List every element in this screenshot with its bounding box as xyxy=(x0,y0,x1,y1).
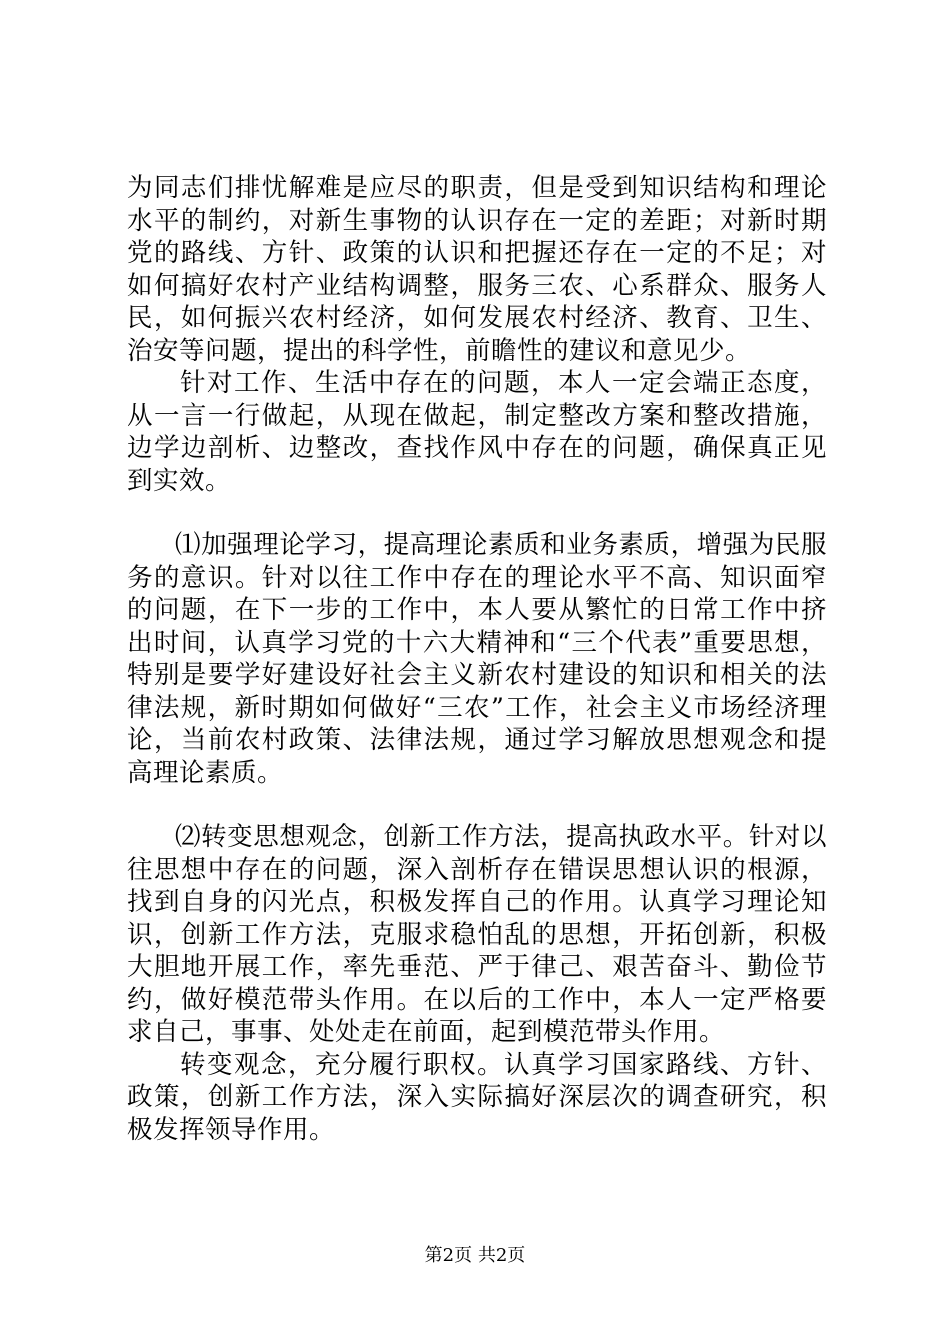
paragraph-item-2-change-thinking: ⑵转变思想观念，创新工作方法，提高执政水平。针对以往思想中存在的问题，深入剖析存在错误思想认识的根源，找到自身的闪光点，积极发挥自己的作用。认真学习理论知识，创新工作方法，克服求稳怕乱的思想，开拓创新，积极大胆地开展工作，率先垂范、严于律己、艰苦奋斗、勤俭节约，做好模范带头作用。在以后的工作中，本人一定严格要求自己，事事、处处走在前面，起到模范带头作用。 xyxy=(127,822,827,1047)
paragraph-rectification-intro: 针对工作、生活中存在的问题，本人一定会端正态度，从一言一行做起，从现在做起，制定整改方案和整改措施，边学边剖析、边整改，查找作风中存在的问题，确保真正见到实效。 xyxy=(127,368,827,496)
document-body xyxy=(127,172,827,1146)
paragraph-item-1-theory-study: ⑴加强理论学习，提高理论素质和业务素质，增强为民服务的意识。针对以往工作中存在的理论水平不高、知识面窄的问题，在下一步的工作中，本人要从繁忙的日常工作中挤出时间，认真学习党的十六大精神和“三个代表”重要思想，特别是要学好建设好社会主义新农村建设的知识和相关的法律法规，新时期如何做好“三农”工作，社会主义市场经济理论，当前农村政策、法律法规，通过学习解放思想观念和提高理论素质。 xyxy=(127,530,827,788)
paragraph-spacer xyxy=(127,789,827,821)
paragraph-spacer xyxy=(127,497,827,529)
paragraph-fulfil-duties: 转变观念，充分履行职权。认真学习国家路线、方针、政策，创新工作方法，深入实际搞好深层次的调查研究，积极发挥领导作用。 xyxy=(127,1049,827,1145)
page-number-footer: 第2页 共2页 xyxy=(424,1245,526,1266)
paragraph-problems: 为同志们排忧解难是应尽的职责，但是受到知识结构和理论水平的制约，对新生事物的认识存在一定的差距；对新时期党的路线、方针、政策的认识和把握还存在一定的不足；对如何搞好农村产业结构调整，服务三农、心系群众、服务人民，如何振兴农村经济，如何发展农村经济、教育、卫生、治安等问题，提出的科学性，前瞻性的建议和意见少。 xyxy=(127,173,827,366)
